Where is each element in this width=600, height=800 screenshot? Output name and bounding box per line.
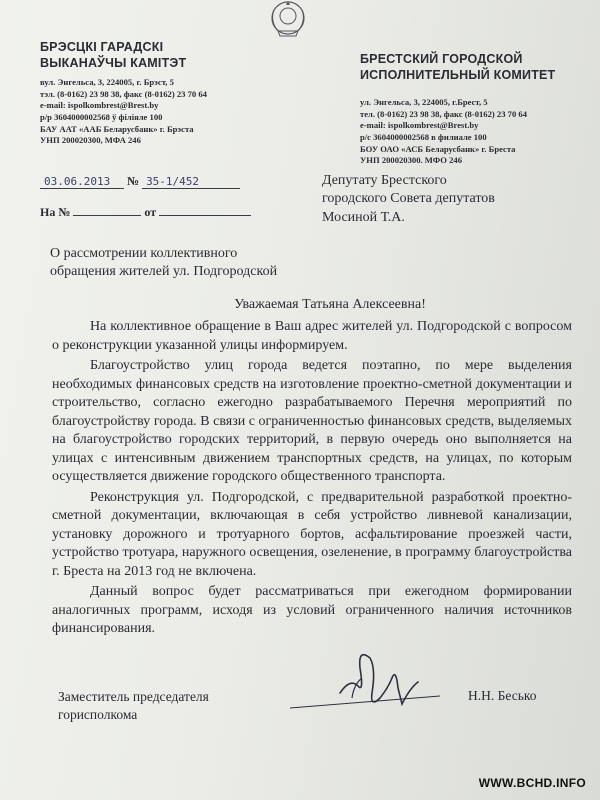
ot-label: от <box>144 205 157 219</box>
detail-line: тел. (8-0162) 23 98 38, факс (8-0162) 23 70 64 <box>360 108 527 119</box>
addressee <box>322 172 592 227</box>
subject-line: обращения жителей ул. Подгородской <box>50 264 278 280</box>
paragraph: Данный вопрос будет рассматриваться при ежегодном формировании аналогичных программ, исходя из условий ограниченного наличия источников финансирования. <box>52 584 572 636</box>
detail-line: вул. Энгельса, 3, 224005, г. Брэст, 5 <box>40 77 174 88</box>
detail-line: БОУ ОАО «АСБ Беларусбанк» г. Бреста <box>360 143 516 154</box>
signatory-title-line: Заместитель председателя <box>58 689 209 704</box>
detail-line: e-mail: ispolkombrest@Brest.by <box>40 100 159 111</box>
signatory-title-line: горисполкома <box>58 706 138 722</box>
detail-line: e-mail: ispolkombrest@Brest.by <box>360 120 479 131</box>
letter-body <box>52 318 572 641</box>
detail-line: р/с 3604000002568 в филиале 100 <box>360 132 487 143</box>
number-sign: № <box>127 174 140 188</box>
subject-line: О рассмотрении коллективного <box>50 246 238 261</box>
greeting: Уважаемая Татьяна Алексеевна! <box>234 297 426 312</box>
org-name-line2: ВЫКАНАЎЧЫ КАМІТЭТ <box>40 55 187 70</box>
org-details <box>360 97 590 167</box>
registration-date: 03.06.2013 <box>40 175 124 189</box>
addressee-line: городского Совета депутатов <box>322 191 495 207</box>
org-details <box>40 77 280 147</box>
detail-line: р/р 3604000002568 ў філіяле 100 <box>40 112 163 123</box>
org-name-line1: БРЭСЦКІ ГАРАДСКІ <box>40 40 164 54</box>
ot-blank <box>159 215 251 216</box>
na-blank <box>73 215 141 216</box>
state-emblem-icon <box>265 0 311 40</box>
paragraph: Реконструкция ул. Подгородской, с предварительной разработкой проектно-сметной документации, включающая в себя устройство ливневой канализации, установку дорожного и тротуарного бортов, асфальтирование проезжей части, устройство тротуара, наружного освещения, озеленение, в программу благоустройства г. Бреста на 2013 год не включена. <box>52 489 572 579</box>
detail-line: ул. Энгельса, 3, 224005, г.Брест, 5 <box>360 97 488 108</box>
header-belarusian <box>40 40 280 147</box>
signatory-name: Н.Н. Бесько <box>468 688 537 703</box>
detail-line: УНП 200020300. МФО 246 <box>360 155 463 166</box>
handwritten-signature <box>280 638 450 728</box>
detail-line: тэл. (8-0162) 23 98 38, факс (8-0162) 23 70 64 <box>40 88 207 99</box>
header-russian <box>360 52 590 167</box>
na-label: На № <box>40 205 71 219</box>
detail-line: БАУ ААТ «ААБ Беларусбанк» г. Брэста <box>40 123 194 134</box>
signatory-title <box>58 688 209 723</box>
paragraph: Благоустройство улиц города ведется поэтапно, по мере выделения необходимых финансовых средств на изготовление проектно-сметной документации и строительство, согласно ежегодно разрабатываемого Перечня мероприятий по благоустройству города. В связи с ограниченностью финансовых средств, выделяемых на благоустройство городских территорий, в первую очередь оно выполняется на улицах с интенсивным движением транспортных средств, на улицах, по которым осуществляется движение городского общественного транспорта. <box>52 358 572 484</box>
addressee-line: Депутату Брестского <box>322 173 447 188</box>
addressee-line: Мосиной Т.А. <box>322 209 405 225</box>
paragraph: На коллективное обращение в Ваш адрес жителей ул. Подгородской с вопросом о реконструкции указанной улицы информируем. <box>52 319 572 353</box>
org-name-line1: БРЕСТСКИЙ ГОРОДСКОЙ <box>360 52 523 66</box>
org-name-line2: ИСПОЛНИТЕЛЬНЫЙ КОМИТЕТ <box>360 67 556 82</box>
reply-reference-line <box>40 205 251 220</box>
registration-number: 35-1/452 <box>142 175 240 189</box>
detail-line: УНП 200020300, МФА 246 <box>40 135 141 146</box>
site-watermark: WWW.BCHD.INFO <box>478 776 586 790</box>
registration-line <box>40 174 240 189</box>
subject <box>50 245 370 281</box>
